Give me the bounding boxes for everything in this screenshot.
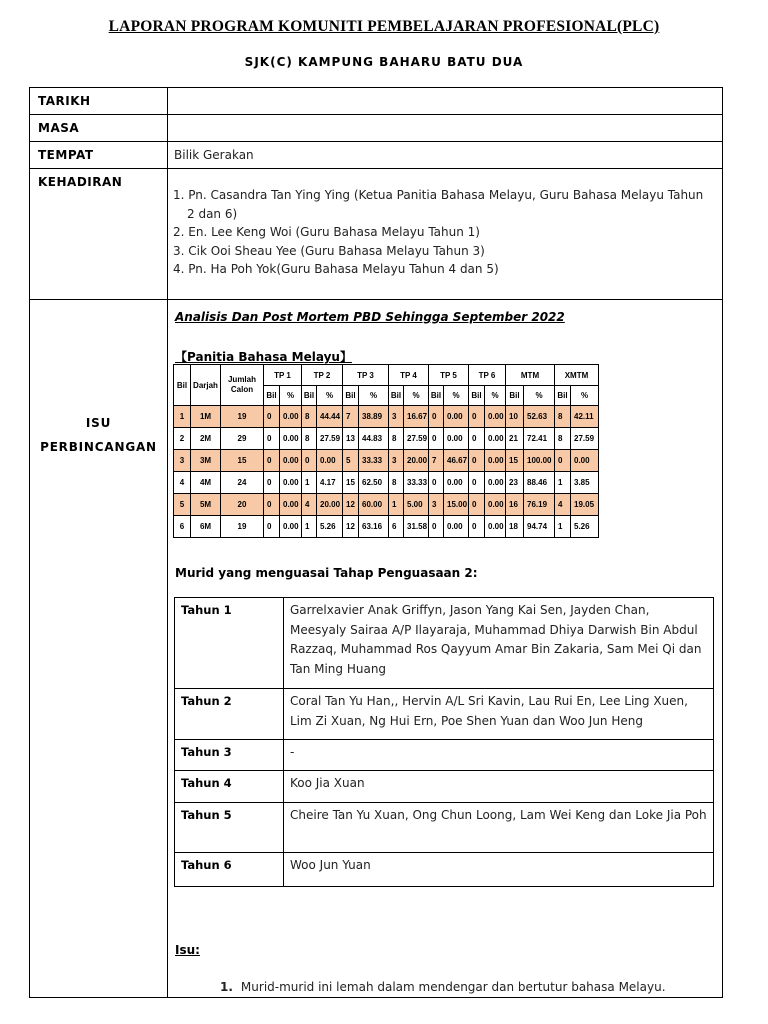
pbd-cell: 5.00 — [404, 494, 429, 516]
pbd-cell-jumlah: 19 — [221, 406, 264, 428]
pbd-cell: 7 — [429, 450, 444, 472]
murid-row-tahun-2 — [175, 689, 714, 740]
pbd-cell-darjah: 6M — [191, 516, 221, 538]
pbd-cell: 3 — [389, 406, 404, 428]
pbd-cell: 3.85 — [571, 472, 599, 494]
pbd-cell: 44.83 — [359, 428, 389, 450]
pbd-cell-bil: 6 — [174, 516, 191, 538]
pbd-cell: 0.00 — [317, 450, 343, 472]
pbd-cell: 0 — [264, 472, 280, 494]
pbd-cell-bil: 2 — [174, 428, 191, 450]
pbd-cell: 44.44 — [317, 406, 343, 428]
tp6-header: TP 6 — [469, 365, 506, 386]
pbd-cell: 0.00 — [485, 494, 506, 516]
xmtm-header: XMTM — [555, 365, 599, 386]
sub-pct-header: % — [485, 386, 506, 406]
murid-row-tahun-6 — [175, 853, 714, 887]
attendee-item: 4. Pn. Ha Poh Yok(Guru Bahasa Melayu Tahun 4 dan 5) — [173, 262, 499, 276]
report-title: LAPORAN PROGRAM KOMUNITI PEMBELAJARAN PROFESIONAL(PLC) — [108, 18, 660, 35]
pbd-cell: 20.00 — [317, 494, 343, 516]
pbd-cell: 0 — [555, 450, 571, 472]
sub-pct-header: % — [280, 386, 302, 406]
sub-bil-header: Bil — [389, 386, 404, 406]
pbd-cell: 1 — [302, 516, 317, 538]
pbd-cell-darjah: 4M — [191, 472, 221, 494]
pbd-cell: 0 — [429, 428, 444, 450]
isu-item-number: 1. — [220, 980, 233, 994]
pbd-cell: 23 — [506, 472, 524, 494]
tahun-students: Garrelxavier Anak Griffyn, Jason Yang Kai Sen, Jayden Chan, Meesyaly Sairaa A/P Ilayaraja, Muhammad Dhiya Darwish Bin Abdul Razzaq, Muhammad Ros Qayyum Amar Bin Zakaria, Sam Mei Qi dan Tan Ming Huang — [284, 598, 714, 689]
pbd-cell: 12 — [343, 494, 359, 516]
tp5-header: TP 5 — [429, 365, 469, 386]
pbd-cell: 18 — [506, 516, 524, 538]
murid-row-tahun-4 — [175, 771, 714, 803]
murid-table — [174, 597, 714, 887]
tahun-students: Woo Jun Yuan — [284, 853, 714, 887]
pbd-cell: 1 — [555, 472, 571, 494]
pbd-cell: 0.00 — [280, 406, 302, 428]
murid-heading: Murid yang menguasai Tahap Penguasaan 2: — [175, 566, 478, 580]
pbd-cell: 0.00 — [571, 450, 599, 472]
tahun-students: Cheire Tan Yu Xuan, Ong Chun Loong, Lam Wei Keng dan Loke Jia Poh — [284, 803, 714, 853]
pbd-cell: 0 — [429, 472, 444, 494]
analisis-heading: Analisis Dan Post Mortem PBD Sehingga September 2022 — [175, 310, 565, 324]
pbd-cell: 0 — [469, 472, 485, 494]
tp2-header: TP 2 — [302, 365, 343, 386]
row-divider — [30, 299, 722, 300]
pbd-cell: 8 — [389, 428, 404, 450]
sub-bil-header: Bil — [343, 386, 359, 406]
sub-pct-header: % — [444, 386, 469, 406]
murid-row-tahun-3 — [175, 740, 714, 771]
pbd-cell-darjah: 5M — [191, 494, 221, 516]
pbd-cell: 63.16 — [359, 516, 389, 538]
sub-pct-header: % — [524, 386, 555, 406]
tahun-students: Coral Tan Yu Han,, Hervin A/L Sri Kavin, Lau Rui En, Lee Ling Xuen, Lim Zi Xuan, Ng Hui Ern, Poe Shen Yuan dan Woo Jun Heng — [284, 689, 714, 740]
tahun-label: Tahun 3 — [175, 740, 284, 771]
pbd-cell-jumlah: 24 — [221, 472, 264, 494]
pbd-cell: 60.00 — [359, 494, 389, 516]
col-darjah-header: Darjah — [191, 365, 221, 406]
pbd-row — [174, 406, 599, 428]
report-form — [29, 87, 723, 998]
isu-perbincangan-label — [30, 411, 167, 459]
pbd-cell: 1 — [302, 472, 317, 494]
tp3-header: TP 3 — [343, 365, 389, 386]
pbd-cell: 0 — [429, 406, 444, 428]
pbd-cell: 20.00 — [404, 450, 429, 472]
sub-pct-header: % — [404, 386, 429, 406]
col-jumlah-header: Jumlah Calon — [221, 365, 264, 406]
pbd-cell: 0.00 — [280, 428, 302, 450]
pbd-cell: 3 — [429, 494, 444, 516]
pbd-cell: 0.00 — [485, 450, 506, 472]
pbd-cell: 8 — [302, 428, 317, 450]
pbd-cell-bil: 4 — [174, 472, 191, 494]
isu-heading: Isu: — [175, 943, 200, 957]
sub-bil-header: Bil — [264, 386, 280, 406]
pbd-cell: 52.63 — [524, 406, 555, 428]
pbd-cell-bil: 5 — [174, 494, 191, 516]
pbd-cell-jumlah: 19 — [221, 516, 264, 538]
pbd-cell: 0.00 — [280, 516, 302, 538]
kehadiran-label: KEHADIRAN — [38, 175, 123, 189]
column-divider — [167, 88, 168, 997]
pbd-cell: 1 — [555, 516, 571, 538]
tahun-label: Tahun 5 — [175, 803, 284, 853]
tarikh-label: TARIKH — [38, 94, 91, 108]
pbd-row — [174, 428, 599, 450]
pbd-cell-jumlah: 15 — [221, 450, 264, 472]
row-divider — [30, 141, 722, 142]
sub-bil-header: Bil — [506, 386, 524, 406]
tahun-label: Tahun 1 — [175, 598, 284, 689]
attendee-item: 2. En. Lee Keng Woi (Guru Bahasa Melayu Tahun 1) — [173, 225, 480, 239]
pbd-cell: 0 — [264, 494, 280, 516]
sub-bil-header: Bil — [469, 386, 485, 406]
pbd-cell: 0.00 — [280, 472, 302, 494]
pbd-cell: 16.67 — [404, 406, 429, 428]
pbd-cell: 100.00 — [524, 450, 555, 472]
pbd-cell: 8 — [555, 428, 571, 450]
pbd-cell: 0 — [429, 516, 444, 538]
sub-bil-header: Bil — [429, 386, 444, 406]
pbd-cell: 1 — [389, 494, 404, 516]
attendee-item: 3. Cik Ooi Sheau Yee (Guru Bahasa Melayu Tahun 3) — [173, 243, 485, 258]
pbd-cell: 0 — [264, 516, 280, 538]
pbd-cell: 42.11 — [571, 406, 599, 428]
tahun-label: Tahun 4 — [175, 771, 284, 803]
panitia-heading: 【Panitia Bahasa Melayu】 — [175, 350, 352, 364]
tahun-students: - — [284, 740, 714, 771]
pbd-cell: 0.00 — [485, 406, 506, 428]
pbd-cell-darjah: 2M — [191, 428, 221, 450]
pbd-cell: 8 — [302, 406, 317, 428]
pbd-cell: 88.46 — [524, 472, 555, 494]
pbd-table — [173, 364, 599, 538]
pbd-cell-bil: 3 — [174, 450, 191, 472]
pbd-cell: 0.00 — [280, 450, 302, 472]
pbd-cell: 8 — [389, 472, 404, 494]
mtm-header: MTM — [506, 365, 555, 386]
pbd-cell: 3 — [389, 450, 404, 472]
pbd-cell: 0 — [469, 428, 485, 450]
pbd-cell: 0.00 — [485, 516, 506, 538]
pbd-cell-darjah: 1M — [191, 406, 221, 428]
pbd-cell: 0 — [469, 406, 485, 428]
row-divider — [30, 168, 722, 169]
pbd-cell: 6 — [389, 516, 404, 538]
pbd-cell: 0 — [469, 516, 485, 538]
tempat-label: TEMPAT — [38, 148, 94, 162]
row-divider — [30, 114, 722, 115]
pbd-cell: 46.67 — [444, 450, 469, 472]
murid-row-tahun-5 — [175, 803, 714, 853]
pbd-cell: 0 — [264, 406, 280, 428]
pbd-cell: 27.59 — [404, 428, 429, 450]
pbd-cell: 0.00 — [444, 406, 469, 428]
isu-label-line2: PERBINCANGAN — [40, 440, 157, 454]
sub-bil-header: Bil — [555, 386, 571, 406]
attendance-list — [173, 186, 713, 279]
tp4-header: TP 4 — [389, 365, 429, 386]
pbd-row — [174, 450, 599, 472]
pbd-cell: 0 — [302, 450, 317, 472]
pbd-cell: 15 — [343, 472, 359, 494]
pbd-cell: 16 — [506, 494, 524, 516]
pbd-cell: 7 — [343, 406, 359, 428]
pbd-cell: 5.26 — [571, 516, 599, 538]
pbd-cell: 4 — [555, 494, 571, 516]
pbd-cell: 76.19 — [524, 494, 555, 516]
pbd-cell: 8 — [555, 406, 571, 428]
pbd-cell: 15.00 — [444, 494, 469, 516]
pbd-cell: 72.41 — [524, 428, 555, 450]
pbd-cell: 0.00 — [485, 428, 506, 450]
pbd-cell: 62.50 — [359, 472, 389, 494]
pbd-cell: 4 — [302, 494, 317, 516]
sub-pct-header: % — [571, 386, 599, 406]
pbd-cell: 27.59 — [571, 428, 599, 450]
pbd-cell: 5 — [343, 450, 359, 472]
murid-row-tahun-1 — [175, 598, 714, 689]
pbd-cell-bil: 1 — [174, 406, 191, 428]
pbd-cell: 21 — [506, 428, 524, 450]
pbd-cell: 0.00 — [280, 494, 302, 516]
pbd-cell: 0 — [469, 450, 485, 472]
pbd-cell: 33.33 — [359, 450, 389, 472]
pbd-cell: 12 — [343, 516, 359, 538]
pbd-cell: 15 — [506, 450, 524, 472]
pbd-cell: 13 — [343, 428, 359, 450]
pbd-cell-darjah: 3M — [191, 450, 221, 472]
col-bil-header: Bil — [174, 365, 191, 406]
pbd-cell: 31.58 — [404, 516, 429, 538]
attendee-item: 1. Pn. Casandra Tan Ying Ying (Ketua Panitia Bahasa Melayu, Guru Bahasa Melayu Tahun 2 dan 6) — [173, 188, 704, 221]
pbd-cell: 4.17 — [317, 472, 343, 494]
pbd-cell: 94.74 — [524, 516, 555, 538]
pbd-cell: 19.05 — [571, 494, 599, 516]
pbd-cell: 10 — [506, 406, 524, 428]
isu-item-text: Murid-murid ini lemah dalam mendengar dan bertutur bahasa Melayu. — [240, 980, 666, 994]
pbd-cell: 0.00 — [444, 472, 469, 494]
tahun-label: Tahun 6 — [175, 853, 284, 887]
pbd-cell: 0 — [264, 450, 280, 472]
pbd-row — [174, 516, 599, 538]
tp1-header: TP 1 — [264, 365, 302, 386]
pbd-row — [174, 472, 599, 494]
pbd-cell: 38.89 — [359, 406, 389, 428]
tahun-label: Tahun 2 — [175, 689, 284, 740]
sub-pct-header: % — [359, 386, 389, 406]
masa-label: MASA — [38, 121, 80, 135]
pbd-cell-jumlah: 29 — [221, 428, 264, 450]
tahun-students: Koo Jia Xuan — [284, 771, 714, 803]
isu-item — [220, 980, 666, 994]
pbd-cell: 0.00 — [444, 516, 469, 538]
pbd-cell-jumlah: 20 — [221, 494, 264, 516]
pbd-row — [174, 494, 599, 516]
school-name: SJK(C) KAMPUNG BAHARU BATU DUA — [244, 55, 524, 69]
sub-pct-header: % — [317, 386, 343, 406]
pbd-cell: 0 — [469, 494, 485, 516]
pbd-cell: 0.00 — [485, 472, 506, 494]
isu-label-line1: ISU — [85, 416, 112, 430]
pbd-cell: 0.00 — [444, 428, 469, 450]
sub-bil-header: Bil — [302, 386, 317, 406]
pbd-cell: 27.59 — [317, 428, 343, 450]
pbd-cell: 0 — [264, 428, 280, 450]
pbd-cell: 33.33 — [404, 472, 429, 494]
tempat-value: Bilik Gerakan — [174, 148, 254, 162]
pbd-cell: 5.26 — [317, 516, 343, 538]
